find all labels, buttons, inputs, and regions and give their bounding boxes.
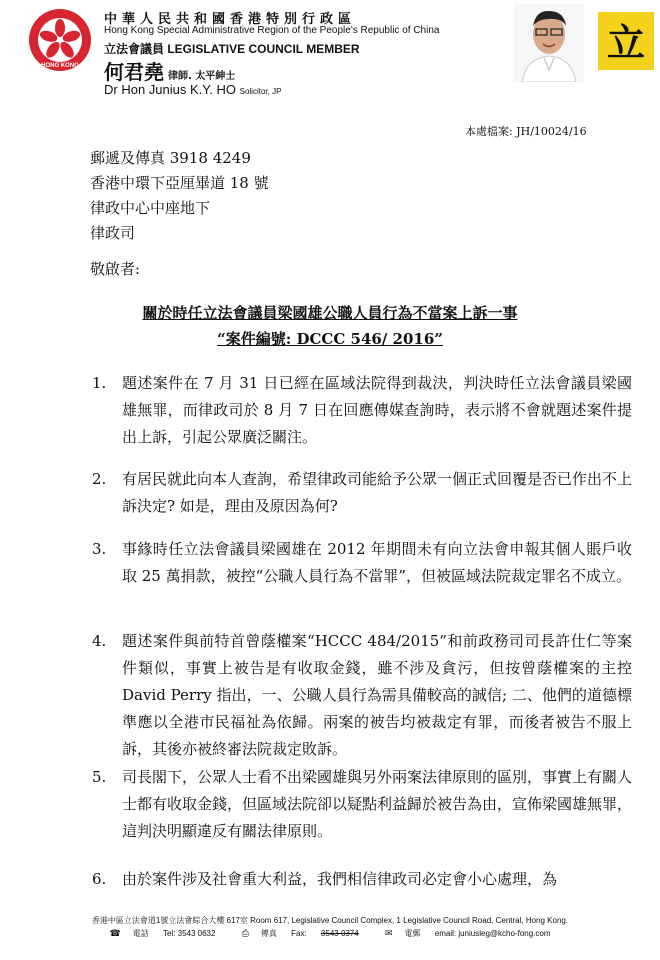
file-reference: 本處檔案: JH/10024/16 [465,125,587,138]
member-name-english-text: Dr Hon Junius K.Y. HO [104,82,236,97]
item-text: 題述案件在 7 月 31 日已經在區域法院得到裁決，判決時任立法會議員梁國雄無罪，而律政司於 8 月 7 日在回應傳媒查詢時，表示將不會就題述案件提出上訴，引起公眾廣泛關注。 [122,374,632,446]
fax-label: 傳真 [260,929,277,938]
member-name-chinese [104,56,235,85]
party-logo [598,12,654,70]
item-number: 3. [92,540,107,558]
recipient-address [90,146,269,246]
government-name-chinese: 中華人民共和國香港特別行政區 [104,12,357,27]
item-number: 6. [92,870,107,888]
item-text: 題述案件與前特首曾蔭權案“HCCC 484/2015”和前政務司司長許仕仁等案件類似，事實上被告是有收取金錢，雖不涉及貪污，但按曾蔭權案的主控 David Perry 指出，一、公職人員行為需具備較高的誠信; 二、他們的道德標準應以全港市民福祉為依歸。兩案的被告均被裁定有罪，而後者被告不服上訴，其後亦被終審法院裁定敗訴。 [122,632,632,758]
phone-icon: ☎ [109,928,121,938]
party-logo-icon [598,12,654,70]
member-title-chinese: 律師. 太平紳士 [168,71,236,82]
item-text: 司長閣下，公眾人士看不出梁國雄與另外兩案法律原則的區別，事實上有關人士都有收取金錢，但區域法院卻以疑點利益歸於被告為由，宣佈梁國雄無罪，這判決明顯違反有關法律原則。 [122,768,633,840]
member-title-english: Solicitor, JP [239,87,282,96]
member-portrait [514,4,584,82]
government-name-english: Hong Kong Special Administrative Region of the People's Republic of China [104,25,440,36]
item-number: 2. [92,470,107,488]
item-number: 1. [92,374,107,392]
letterhead [0,0,660,110]
member-name-chinese-text: 何君堯 [104,60,164,84]
salutation: 敬啟者: [90,260,141,278]
footer-contact [0,928,660,939]
emblem-text: HONG KONG [41,63,79,69]
address-line: 郵遞及傳真 3918 4249 [90,149,251,167]
tel-number: Tel: 3543 0632 [162,929,216,938]
footer-tel [104,929,222,938]
item-text: 有居民就此向本人查詢，希望律政司能給予公眾一個正式回覆是否已作出不上訴決定? 如是，理由及原因為何? [122,470,633,515]
email-label: 電郵 [404,929,421,938]
item-number: 5. [92,768,107,786]
party-logo-glyph: 立 [606,21,646,65]
legco-member-label: 立法會議員 LEGISLATIVE COUNCIL MEMBER [104,42,360,56]
fax-number-struck: 3543 0374 [320,929,359,938]
fax-icon: ⎙ [241,928,249,938]
footer-fax [236,929,365,938]
hksar-emblem-icon [28,8,92,72]
footer-address: 香港中區立法會道1號立法會綜合大樓 617室 Room 617, Legislative Council Complex, 1 Legislative Council Road, Central, Hong Kong. [91,916,569,925]
email-address[interactable]: email: juniusleg@kcho-fong.com [434,929,551,938]
letter-subject: 關於時任立法會議員梁國雄公職人員行為不當案上訴一事 [142,304,518,322]
tel-label: 電話 [132,929,149,938]
address-line: 香港中環下亞厘畢道 18 號 [90,174,269,192]
email-icon: ✉ [384,928,393,938]
footer-email [379,929,557,938]
address-line: 律政司 [90,224,136,242]
item-text: 事緣時任立法會議員梁國雄在 2012 年期間未有向立法會申報其個人賬戶收取 25 萬捐款，被控“公職人員行為不當罪”，但被區域法院裁定罪名不成立。 [122,540,632,585]
fax-prefix: Fax: [291,929,307,938]
address-line: 律政中心中座地下 [90,199,211,217]
item-number: 4. [92,632,107,650]
item-text: 由於案件涉及社會重大利益，我們相信律政司必定會小心處理，為 [122,870,558,888]
case-number: “案件編號: DCCC 546/ 2016” [217,330,443,348]
member-name-english [104,82,281,97]
